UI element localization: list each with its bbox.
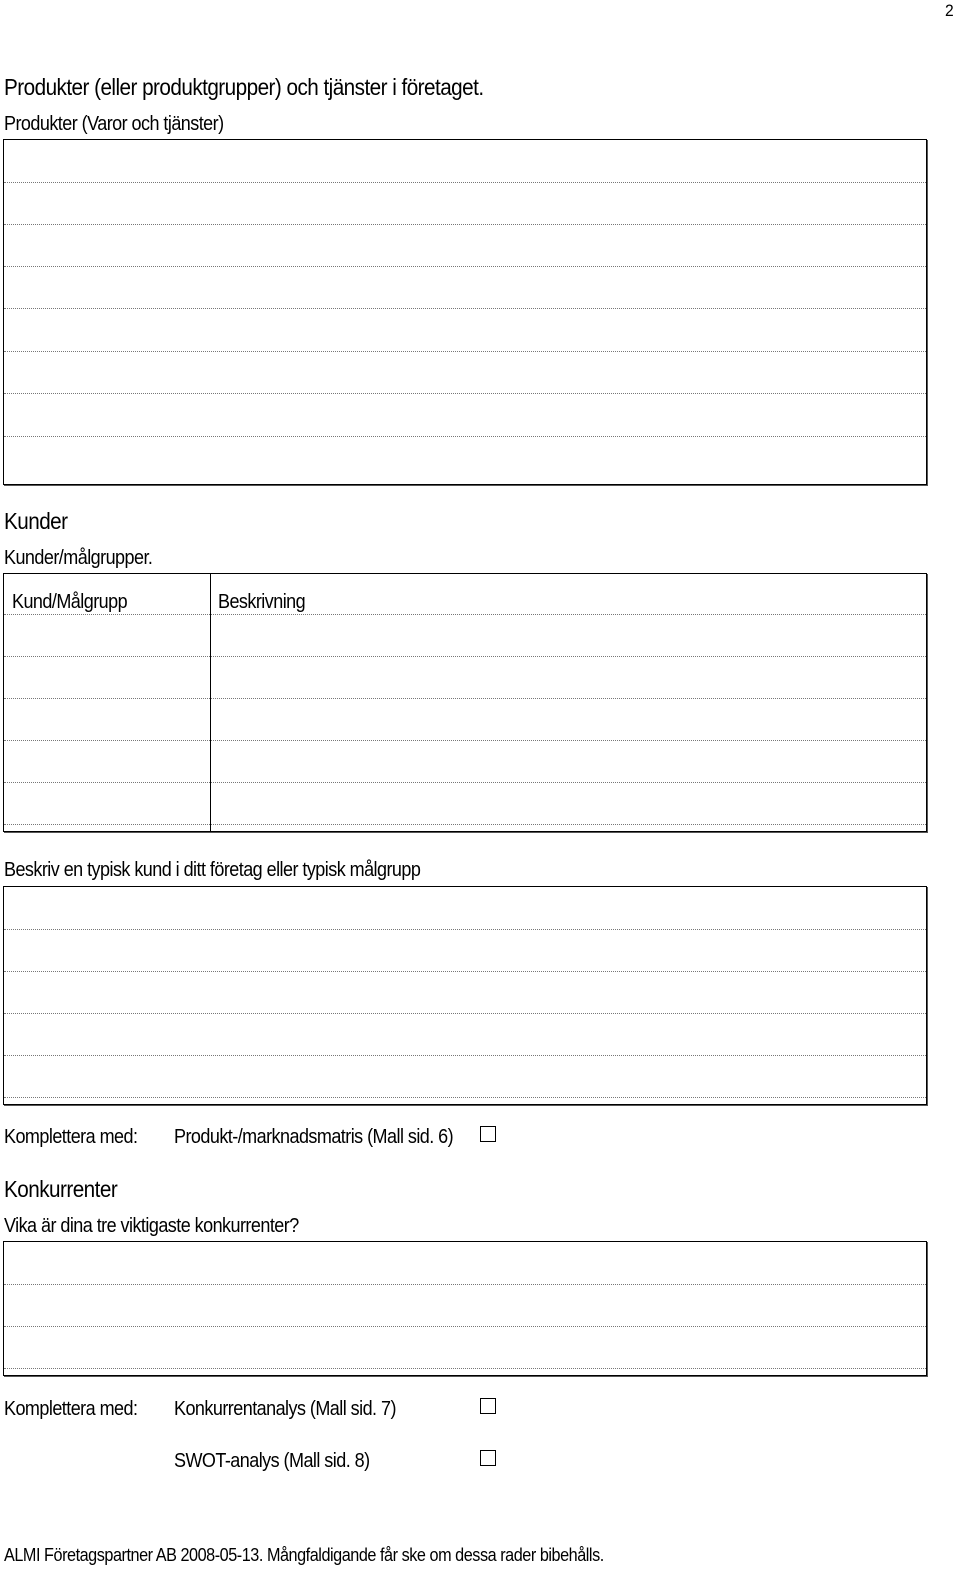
writing-line [4,656,926,657]
footer-text: ALMI Företagspartner AB 2008-05-13. Mångfaldigande får ske om dessa rader bibehålls. [4,1545,604,1565]
customers-heading: Kunder [4,508,68,534]
customers-table[interactable] [3,573,927,832]
customers-subheading: Kunder/målgrupper. [4,547,153,569]
writing-line [4,1284,926,1285]
competitors-heading: Konkurrenter [4,1176,118,1202]
column-divider [210,574,211,831]
writing-line [4,436,926,437]
column-header-description: Beskrivning [218,591,306,613]
writing-line [4,698,926,699]
writing-line [4,393,926,394]
writing-line [4,929,926,930]
writing-line [4,824,926,825]
checkbox-swot[interactable] [480,1450,496,1466]
writing-line [4,266,926,267]
typical-customer-prompt: Beskriv en typisk kund i ditt företag eller typisk målgrupp [4,859,421,881]
complement-item-swot: SWOT-analys (Mall sid. 8) [174,1450,370,1472]
complement-item-competitor-analysis: Konkurrentanalys (Mall sid. 7) [174,1398,396,1420]
complement-label: Komplettera med: [4,1398,138,1420]
writing-line [4,782,926,783]
complement-item-matrix: Produkt-/marknadsmatris (Mall sid. 6) [174,1126,454,1148]
complement-label: Komplettera med: [4,1126,138,1148]
page-number: 2 [944,1,954,20]
typical-customer-input-box[interactable] [3,886,927,1105]
writing-line [4,614,926,615]
products-input-box[interactable] [3,139,927,485]
writing-line [4,1097,926,1098]
column-header-customer: Kund/Målgrupp [12,591,128,613]
products-heading: Produkter (eller produktgrupper) och tjänster i företaget. [4,74,484,100]
writing-line [4,971,926,972]
writing-line [4,351,926,352]
writing-line [4,1055,926,1056]
writing-line [4,182,926,183]
writing-line [4,224,926,225]
writing-line [4,308,926,309]
products-subheading: Produkter (Varor och tjänster) [4,113,224,135]
competitors-input-box[interactable] [3,1241,927,1376]
writing-line [4,1013,926,1014]
writing-line [4,1326,926,1327]
checkbox-matrix[interactable] [480,1126,496,1142]
checkbox-competitor-analysis[interactable] [480,1398,496,1414]
writing-line [4,1368,926,1369]
writing-line [4,740,926,741]
competitors-question: Vika är dina tre viktigaste konkurrenter? [4,1215,299,1237]
